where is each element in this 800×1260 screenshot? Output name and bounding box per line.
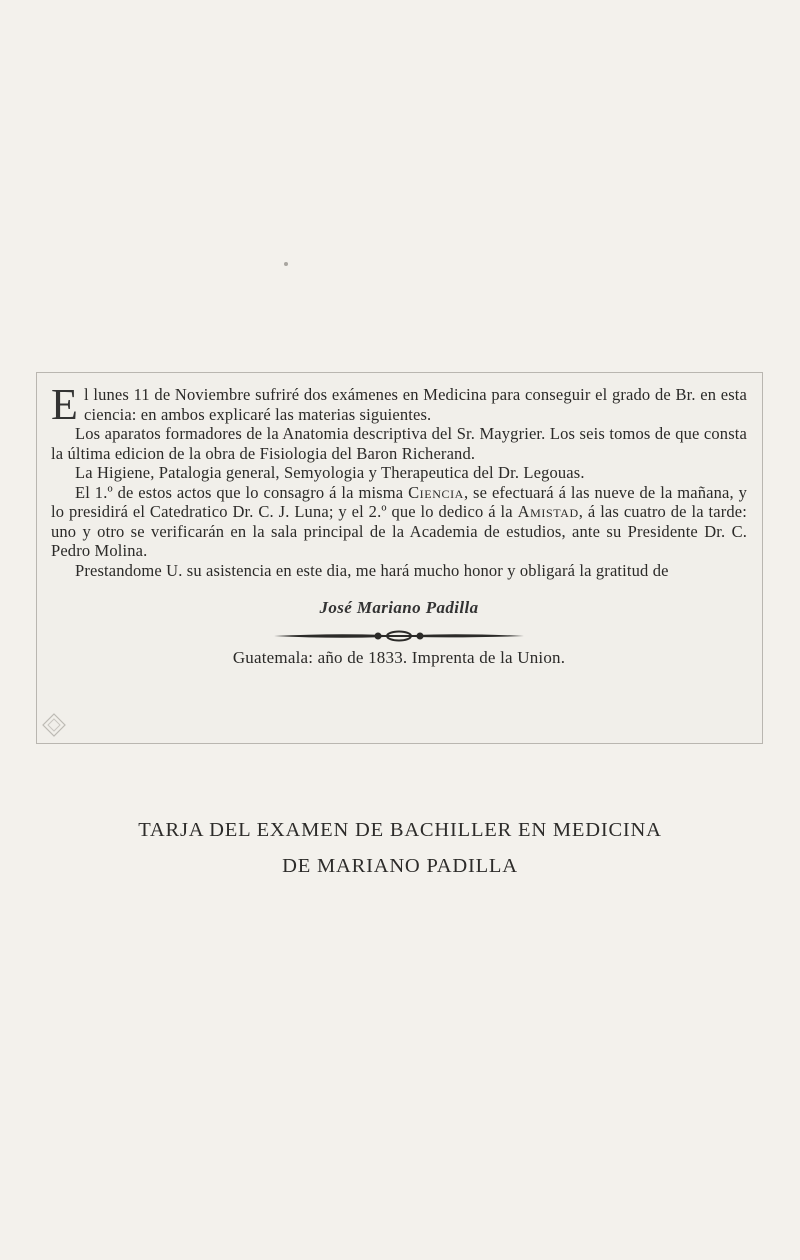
schedule-text-c: , á las cuatro de la tarde: uno y otro se verificarán en la sala principal de la Academia de estudios, ante su Presidente Dr. C. Pedro Molina. — [51, 502, 747, 560]
paragraph-announcement — [51, 380, 747, 429]
page-speck — [284, 262, 288, 266]
card-text — [51, 380, 747, 667]
word-amistad: Amistad — [517, 502, 579, 521]
ornament-divider — [274, 630, 524, 642]
paragraph-schedule — [51, 483, 747, 561]
paragraph-hygiene: La Higiene, Patalogia general, Semyologia y Therapeutica del Dr. Legouas. — [75, 463, 585, 482]
paragraph-closing: Prestandome U. su asistencia en este dia, me hará mucho honor y obligará la gratitud de — [75, 560, 669, 580]
signature: José Mariano Padilla — [319, 598, 479, 617]
figure-caption — [0, 812, 800, 884]
caption-line-2: DE MARIANO PADILLA — [282, 855, 518, 877]
schedule-text-a: El 1.º de estos actos que lo consagro á la misma — [75, 482, 404, 502]
word-ciencia: Ciencia — [408, 482, 464, 502]
caption-line-1: TARJA DEL EXAMEN DE BACHILLER EN MEDICINA — [138, 819, 662, 841]
schedule-text-b: , se efectuará á las nueve de la mañana, y lo presidirá el Catedratico Dr. C. J. Luna; y el 2.º que lo dedico á la — [51, 482, 747, 521]
imprint: Guatemala: año de 1833. Imprenta de la Union. — [232, 647, 566, 667]
diamond-ornament-icon — [42, 713, 66, 737]
drop-cap: E — [51, 380, 79, 429]
paragraph-anatomy: Los aparatos formadores de la Anatomia descriptiva del Sr. Maygrier. Los seis tomos de que consta la última edicion de la obra de Fisiologia del Baron Richerand. — [51, 424, 747, 463]
exam-card — [36, 372, 763, 744]
announcement-text: l lunes 11 de Noviembre sufriré dos exámenes en Medicina para conseguir el grado de Br. en esta ciencia: en ambos explicaré las materias siguientes. — [84, 385, 747, 424]
